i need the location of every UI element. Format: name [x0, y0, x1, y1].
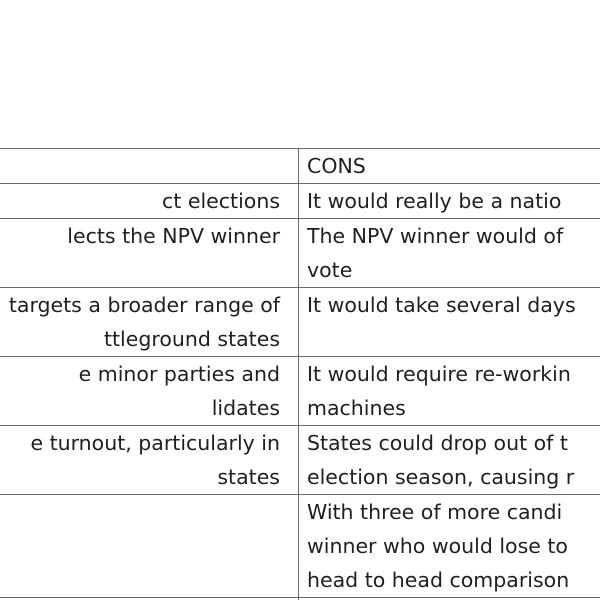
- pros-cell: [0, 357, 299, 426]
- pros-text: e turnout, particularly in states: [30, 431, 280, 489]
- cons-text: With three of more candi winner who would lose to head to head comparison: [307, 500, 570, 592]
- cons-text: The NPV winner would of vote: [307, 224, 564, 282]
- pros-cell: [0, 426, 299, 495]
- cons-cell: [299, 219, 600, 288]
- table-row: [0, 357, 600, 426]
- cons-text: States could drop out of t election season, causing r: [307, 431, 575, 489]
- table-row: [0, 219, 600, 288]
- pros-text: e minor parties and lidates: [78, 362, 280, 420]
- table-header-row: [0, 149, 600, 184]
- cons-cell: [299, 184, 600, 219]
- cons-text: It would take several days: [307, 293, 576, 317]
- cons-text: It would require re-workin machines: [307, 362, 571, 420]
- cons-cell: [299, 426, 600, 495]
- cons-header-text: CONS: [307, 154, 366, 178]
- cons-header-cell: [299, 149, 600, 184]
- cons-cell: [299, 357, 600, 426]
- table-row: [0, 426, 600, 495]
- table-row: [0, 184, 600, 219]
- pros-header-cell: [0, 149, 299, 184]
- pros-cell: [0, 288, 299, 357]
- cons-text: It would really be a natio: [307, 189, 562, 213]
- table-row: [0, 495, 600, 598]
- pros-cons-table: [0, 148, 600, 600]
- cons-cell: [299, 288, 600, 357]
- cons-cell: [299, 495, 600, 598]
- table-row: [0, 288, 600, 357]
- pros-text: targets a broader range of ttleground states: [8, 293, 280, 351]
- pros-text: lects the NPV winner: [67, 224, 280, 248]
- pros-cell: [0, 495, 299, 598]
- pros-cell: [0, 184, 299, 219]
- pros-cell: [0, 219, 299, 288]
- pros-text: ct elections: [162, 189, 280, 213]
